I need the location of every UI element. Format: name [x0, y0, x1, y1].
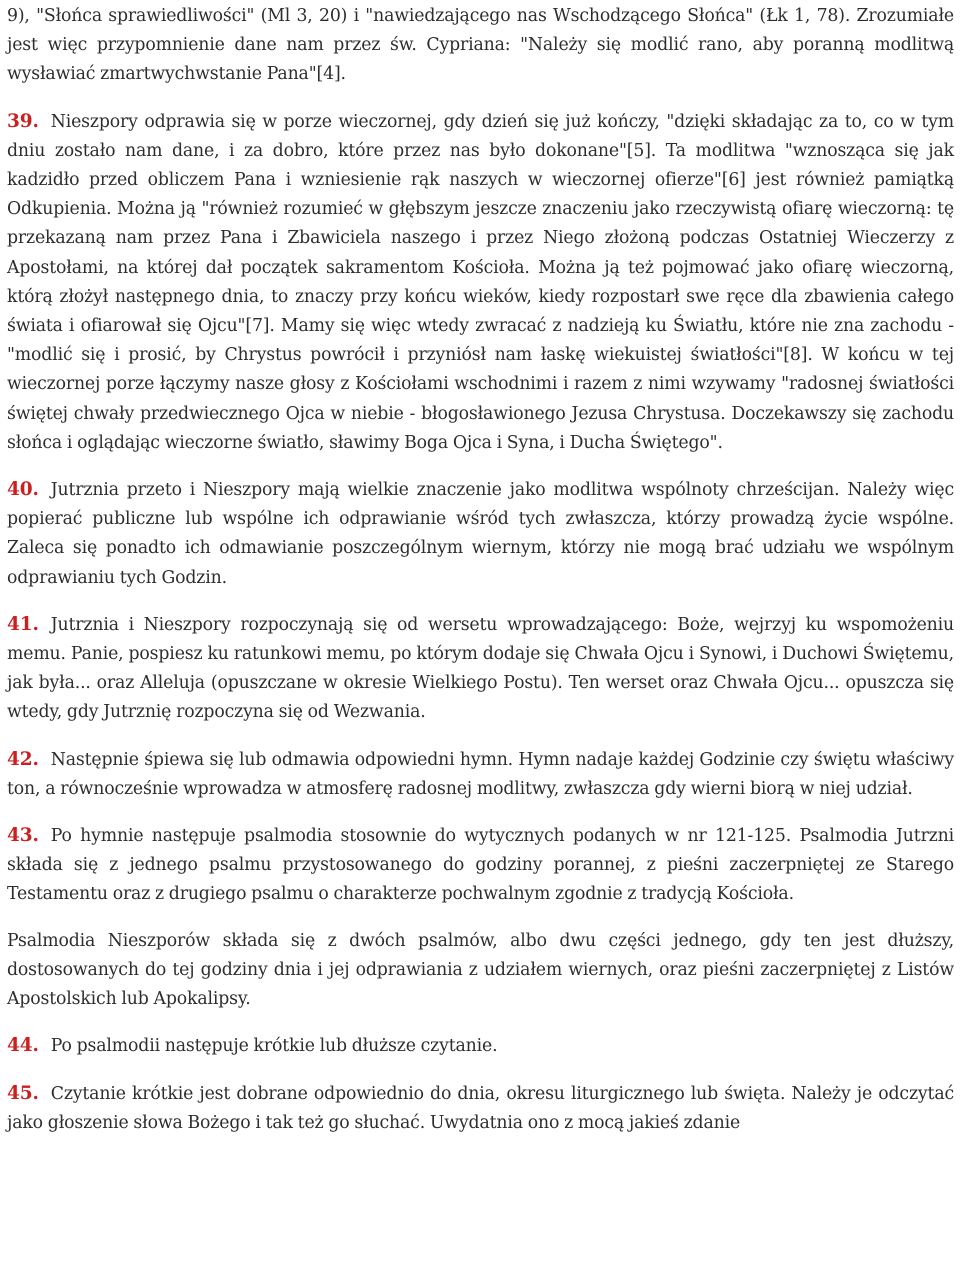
paragraph-text: 9), "Słońca sprawiedliwości" (Ml 3, 20) i "nawiedzającego nas Wschodzącego Słońca" (Łk 1, 78). Zrozumiałe jest więc przypomnienie dane nam przez św. Cypriana: "Należy się modlić rano, aby poranną modlitwą wysławiać zmartwychwstanie Pana"[4]. [7, 6, 954, 85]
paragraph-text: Jutrznia przeto i Nieszpory mają wielkie znaczenie jako modlitwa wspólnoty chrześcijan. Należy więc popierać publiczne lub wspólne ich odprawianie wśród tych zwłaszcza, którzy prowadzą życie wspólne. Zaleca się ponadto ich odmawianie poszczególnym wiernym, którzy nie mogą brać udziału we wspólnym odprawianiu tych Godzin. [7, 480, 954, 588]
paragraph-text: Po psalmodii następuje krótkie lub dłuższe czytanie. [50, 1036, 498, 1057]
paragraph-text: Psalmodia Nieszporów składa się z dwóch psalmów, albo dwu części jednego, gdy ten jest dłuższy, dostosowanych do tej godziny dnia i jej odprawiania z udziałem wiernych, oraz pieśni zaczerpniętej z Listów Apostolskich lub Apokalipsy. [7, 930, 954, 1010]
paragraph-continuation [7, 2, 954, 90]
paragraph-39 [7, 107, 954, 458]
paragraph-41 [7, 610, 954, 728]
paragraph-number: 43. [7, 825, 39, 847]
paragraph-40 [7, 475, 954, 593]
paragraph-number: 42. [7, 748, 39, 770]
paragraph-text: Jutrznia i Nieszpory rozpoczynają się od wersetu wprowadzającego: Boże, wejrzyj ku wspomożeniu memu. Panie, pospiesz ku ratunkowi memu, po którym dodaje się Chwała Ojcu i Synowi, i Duchowi Świętemu, jak była... oraz Alleluja (opuszczane w okresie Wielkiego Postu). Ten werset oraz Chwała Ojcu... opuszcza się wtedy, gdy Jutrznię rozpoczyna się od Wezwania. [7, 614, 954, 723]
paragraph-text: Czytanie krótkie jest dobrane odpowiednio do dnia, okresu liturgicznego lub święta. Należy je odczytać jako głoszenie słowa Bożego i tak też go słuchać. Uwydatnia ono z mocą jakieś zdanie [7, 1083, 954, 1133]
paragraph-43-continued [7, 927, 954, 1015]
paragraph-text: Po hymnie następuje psalmodia stosownie do wytycznych podanych w nr 121-125. Psalmodia Jutrzni składa się z jednego psalmu przystosowanego do godziny porannej, z pieśni zaczerpniętej ze Starego Testamentu oraz z drugiego psalmu o charakterze pochwalnym zgodnie z tradycją Kościoła. [7, 826, 954, 905]
paragraph-text: Następnie śpiewa się lub odmawia odpowiedni hymn. Hymn nadaje każdej Godzinie czy świętu właściwy ton, a równocześnie wprowadza w atmosferę radosnej modlitwy, zwłaszcza gdy wierni biorą w niej udział. [7, 749, 954, 799]
paragraph-43 [7, 821, 954, 910]
paragraph-number: 41. [7, 613, 39, 635]
paragraph-number: 39. [7, 110, 39, 132]
paragraph-42 [7, 745, 954, 804]
paragraph-45 [7, 1079, 954, 1138]
paragraph-text: Nieszpory odprawia się w porze wieczornej, gdy dzień się już kończy, "dzięki składając za to, co w tym dniu zostało nam dane, i za dobro, które przez nas było dokonane"[5]. Ta modlitwa "wznosząca się jak kadzidło przed obliczem Pana i wzniesienie rąk naszych w wieczornej ofierze"[6] jest również pamiątką Odkupienia. Można ją "również rozumieć w głębszym jeszcze znaczeniu jako rzeczywistą ofiarę wieczorną: tę przekazaną nam przez Pana i Zbawiciela naszego i przez Niego złożoną podczas Ostatniej Wieczerzy z Apostołami, na której dał początek sakramentom Kościoła. Można ją też pojmować jako ofiarę wieczorną, którą złożył następnego dnia, to znaczy przy końcu wieków, kiedy rozpostarł swe ręce dla zbawienia całego świata i ofiarował się Ojcu"[7]. Mamy się więc wtedy zwracać z nadzieją ku Światłu, które nie zna zachodu - "modlić się i prosić, by Chrystus powrócił i przyniósł nam łaskę wiekuistej światłości"[8]. W końcu w tej wieczornej porze łączymy nasze głosy z Kościołami wschodnimi i razem z nimi wzywamy "radosnej światłości świętej chwały przedwiecznego Ojca w niebie - błogosławionego Jezusa Chrystusa. Doczekawszy się zachodu słońca i oglądając wieczorne światło, sławimy Boga Ojca i Syna, i Ducha Świętego". [7, 111, 954, 453]
paragraph-number: 40. [7, 479, 39, 501]
paragraph-44 [7, 1031, 954, 1061]
paragraph-number: 45. [7, 1082, 39, 1104]
paragraph-number: 44. [7, 1035, 39, 1057]
